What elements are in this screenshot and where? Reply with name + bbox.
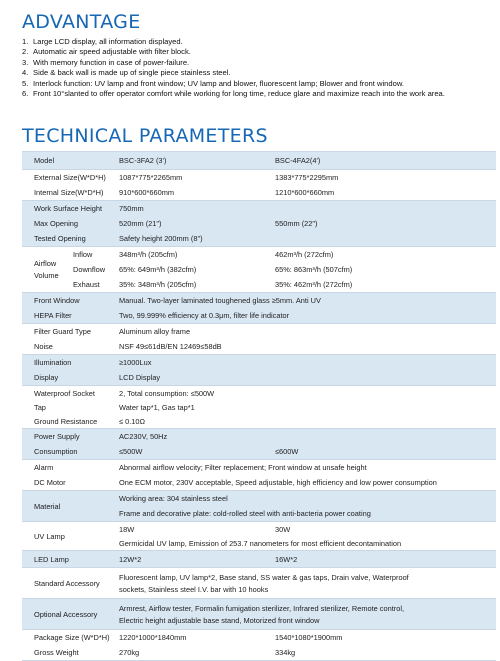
param-label: Waterproof Socket bbox=[34, 388, 95, 398]
param-value-3ft: ≤500W bbox=[119, 447, 143, 456]
advantage-item bbox=[22, 47, 492, 57]
param-value: Armrest, Airflow tester, Formalin fumigation sterilizer, Infrared sterilizer, Remote control, bbox=[119, 603, 405, 613]
param-value-4ft: 550mm (22") bbox=[275, 219, 318, 228]
table-row bbox=[22, 339, 496, 354]
table-row bbox=[22, 630, 496, 645]
advantage-item bbox=[22, 68, 492, 78]
param-sublabel: Inflow bbox=[73, 250, 93, 259]
param-value: sockets, Stainless steel I.V. bar with 10 hooks bbox=[119, 584, 269, 594]
param-value: Two, 99.999% efficiency at 0.3μm, filter life indicator bbox=[119, 311, 290, 320]
param-value-4ft: 30W bbox=[275, 524, 291, 534]
table-row bbox=[22, 475, 496, 490]
param-value-4ft: 334kg bbox=[275, 648, 296, 657]
advantage-item bbox=[22, 89, 492, 99]
param-value: Fluorescent lamp, UV lamp*2, Base stand, SS water & gas taps, Drain valve, Waterproof bbox=[119, 572, 409, 582]
param-group-standard-accessory bbox=[22, 568, 496, 599]
param-label: Consumption bbox=[34, 447, 78, 456]
param-sublabel: Exhaust bbox=[73, 280, 100, 289]
advantage-item-number: 1. bbox=[22, 37, 29, 46]
param-value-3ft: 270kg bbox=[119, 648, 140, 657]
technical-parameters-table bbox=[22, 151, 496, 661]
advantage-item-text: Side & back wall is made up of single piece stainless steel. bbox=[33, 68, 231, 78]
table-row bbox=[22, 293, 496, 308]
advantage-item-text: Interlock function: UV lamp and front window; UV lamp and blower, fluorescent lamp; Blower and front window. bbox=[33, 78, 405, 88]
param-value: LCD Display bbox=[119, 373, 161, 382]
param-label: Standard Accessory bbox=[34, 578, 100, 588]
param-group-work bbox=[22, 201, 496, 247]
table-row bbox=[22, 355, 496, 370]
param-value-3ft: 35%: 348m³/h (205cfm) bbox=[119, 280, 197, 289]
table-row bbox=[22, 152, 496, 169]
param-label: Illumination bbox=[34, 358, 72, 367]
table-row bbox=[22, 216, 496, 231]
technical-parameters-title: TECHNICAL PARAMETERS bbox=[22, 125, 268, 147]
table-row bbox=[22, 551, 496, 567]
advantage-item-number: 5. bbox=[22, 78, 29, 88]
table-row bbox=[22, 308, 496, 323]
param-label: Alarm bbox=[34, 463, 54, 472]
advantage-item bbox=[22, 58, 492, 68]
advantage-item-number: 6. bbox=[22, 89, 29, 99]
param-value: Manual. Two-layer laminated toughened glass ≥5mm. Anti UV bbox=[119, 296, 321, 305]
param-value-4ft: BSC-4FA2(4') bbox=[275, 156, 321, 165]
param-value: ≤ 0.10Ω bbox=[119, 416, 146, 426]
param-group-model bbox=[22, 152, 496, 170]
param-label: Noise bbox=[34, 342, 53, 351]
param-label: DC Motor bbox=[34, 478, 66, 487]
param-label: Model bbox=[34, 156, 55, 165]
param-label: Front Window bbox=[34, 296, 80, 305]
param-value: Germicidal UV lamp, Emission of 253.7 nanometers for most efficient decontamination bbox=[119, 538, 402, 548]
param-label: Volume bbox=[34, 270, 59, 280]
param-label: Filter Guard Type bbox=[34, 327, 91, 336]
param-group-led-lamp bbox=[22, 551, 496, 568]
param-value: AC230V, 50Hz bbox=[119, 432, 168, 441]
param-value-4ft: 1210*600*660mm bbox=[275, 188, 335, 197]
advantage-list bbox=[22, 37, 492, 99]
advantage-item-number: 4. bbox=[22, 68, 29, 78]
param-label: Tap bbox=[34, 402, 46, 412]
table-row bbox=[22, 201, 496, 216]
param-value: Abnormal airflow velocity; Filter replacement; Front window at unsafe height bbox=[119, 463, 367, 472]
param-value-3ft: BSC-3FA2 (3') bbox=[119, 156, 167, 165]
param-label: Package Size (W*D*H) bbox=[34, 633, 110, 642]
table-row bbox=[22, 414, 496, 428]
param-group-package bbox=[22, 630, 496, 661]
table-row bbox=[119, 522, 496, 536]
table-row bbox=[119, 506, 496, 521]
param-value: Working area: 304 stainless steel bbox=[119, 494, 228, 503]
param-sublabel: Downflow bbox=[73, 265, 106, 274]
param-value: NSF 49≤61dB/EN 12469≤58dB bbox=[119, 342, 222, 351]
param-label: Optional Accessory bbox=[34, 609, 98, 619]
param-group-power bbox=[22, 429, 496, 460]
param-group-optional-accessory bbox=[22, 599, 496, 630]
param-group-alarm bbox=[22, 460, 496, 491]
param-value: Water tap*1, Gas tap*1 bbox=[119, 402, 195, 412]
advantage-item-text: Front 10°slanted to offer operator comfort while working for long time, reduce glare and maximize reach into the work area. bbox=[33, 89, 445, 99]
param-value-3ft: 65%: 649m³/h (382cfm) bbox=[119, 265, 197, 274]
advantage-item-number: 3. bbox=[22, 57, 29, 67]
param-group-uv-lamp bbox=[22, 522, 496, 551]
advantage-item-number: 2. bbox=[22, 47, 29, 57]
param-group-water bbox=[22, 386, 496, 429]
param-value-3ft: 18W bbox=[119, 524, 135, 534]
param-value-4ft: 462m³/h (272cfm) bbox=[275, 250, 334, 259]
param-label: Material bbox=[34, 501, 61, 511]
table-row bbox=[22, 231, 496, 246]
param-value-3ft: 1220*1000*1840mm bbox=[119, 633, 187, 642]
advantage-item-text: Automatic air speed adjustable with filter block. bbox=[33, 47, 191, 57]
param-group-illumination bbox=[22, 355, 496, 386]
param-label: Tested Opening bbox=[34, 234, 86, 243]
param-value: 2, Total consumption: ≤500W bbox=[119, 388, 215, 398]
param-label: Ground Resistance bbox=[34, 416, 98, 426]
param-value-4ft: 1383*775*2295mm bbox=[275, 173, 339, 182]
param-label: Gross Weight bbox=[34, 648, 79, 657]
table-row bbox=[22, 429, 496, 444]
param-group-window bbox=[22, 293, 496, 324]
param-label: External Size(W*D*H) bbox=[34, 173, 106, 182]
table-row bbox=[22, 185, 496, 200]
param-label: HEPA Filter bbox=[34, 311, 72, 320]
param-value: Electric height adjustable base stand, Motorized front window bbox=[119, 615, 320, 625]
table-row bbox=[119, 571, 496, 583]
table-row bbox=[73, 262, 496, 277]
param-value-4ft: 1540*1080*1900mm bbox=[275, 633, 343, 642]
param-label: Airflow bbox=[34, 258, 57, 268]
param-label: Max Opening bbox=[34, 219, 78, 228]
param-group-size bbox=[22, 170, 496, 201]
table-row bbox=[22, 324, 496, 339]
param-value: Frame and decorative plate: cold-rolled steel with anti-bacteria power coating bbox=[119, 509, 371, 518]
table-row bbox=[119, 614, 496, 626]
param-value-3ft: 12W*2 bbox=[119, 554, 142, 564]
param-group-guard bbox=[22, 324, 496, 355]
param-label: UV Lamp bbox=[34, 531, 65, 541]
param-value-3ft: 520mm (21") bbox=[119, 219, 162, 228]
table-row bbox=[22, 460, 496, 475]
param-value: One ECM motor, 230V acceptable, Speed adjustable, high efficiency and low power consumption bbox=[119, 478, 437, 487]
param-label: Internal Size(W*D*H) bbox=[34, 188, 104, 197]
advantage-title: ADVANTAGE bbox=[22, 11, 141, 33]
param-value: ≥1000Lux bbox=[119, 358, 152, 367]
airflow-volume-label bbox=[22, 258, 73, 282]
table-row bbox=[73, 277, 496, 292]
param-value-4ft: ≤600W bbox=[275, 447, 299, 456]
param-group-airflow bbox=[22, 247, 496, 293]
table-row bbox=[22, 400, 496, 414]
advantage-item-text: Large LCD display, all information displayed. bbox=[33, 37, 183, 46]
table-row bbox=[22, 170, 496, 185]
table-row bbox=[73, 247, 496, 262]
advantage-item bbox=[22, 37, 492, 47]
param-value-4ft: 65%: 863m³/h (507cfm) bbox=[275, 265, 353, 274]
param-value-4ft: 35%: 462m³/h (272cfm) bbox=[275, 280, 353, 289]
table-row bbox=[22, 645, 496, 660]
param-group-material bbox=[22, 491, 496, 522]
param-value: 750mm bbox=[119, 204, 144, 213]
table-row bbox=[22, 444, 496, 459]
param-label: Display bbox=[34, 373, 59, 382]
param-value-3ft: 348m³/h (205cfm) bbox=[119, 250, 178, 259]
param-value-3ft: 1087*775*2265mm bbox=[119, 173, 183, 182]
param-label: Power Supply bbox=[34, 432, 80, 441]
table-row bbox=[119, 583, 496, 595]
advantage-item bbox=[22, 79, 492, 89]
table-row bbox=[22, 386, 496, 400]
param-value-4ft: 16W*2 bbox=[275, 554, 298, 564]
table-row bbox=[22, 370, 496, 385]
param-value: Safety height 200mm (8") bbox=[119, 234, 203, 243]
param-label: Work Surface Height bbox=[34, 204, 103, 213]
param-value-3ft: 910*600*660mm bbox=[119, 188, 175, 197]
table-row bbox=[119, 491, 496, 506]
param-value: Aluminum alloy frame bbox=[119, 327, 191, 336]
param-label: LED Lamp bbox=[34, 554, 69, 564]
table-row bbox=[119, 536, 496, 550]
advantage-item-text: With memory function in case of power-failure. bbox=[33, 57, 190, 67]
table-row bbox=[119, 602, 496, 614]
